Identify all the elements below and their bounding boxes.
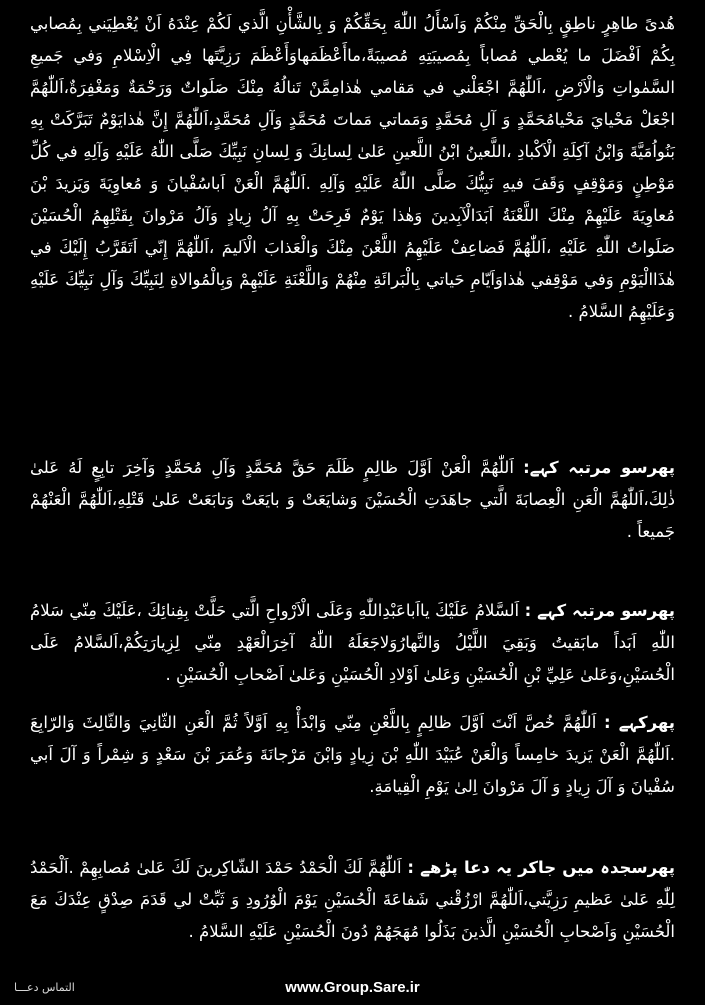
dua-paragraph-5: [30, 852, 675, 948]
instruction-3: پھرسو مرتبہ کہے :: [524, 601, 675, 620]
dua-text-1: هُدیً طاهِرٍ ناطِقٍ بِالْحَقِّ مِنْكُمْ وَاَسْأَلُ اللّٰهَ بِحَقِّكُمْ وَ بِالشَّأْنِ الَّذي لَكُمْ عِنْدَهُ اَنْ يُعْطِيَني بِمُصابي بِكُمْ اَفْضَلَ ما يُعْطي مُصاباً بِمُصيبَتِهِ مُصيبَةً،ماأَعْظَمَهاوَأَعْظَمَ رَزِيَّتَها فِي الْاِسْلامِ وَفي جَميعِ السَّمٰواتِ وَالْاَرْضِ ،اَللّٰهُمَّ اجْعَلْني في مَقامي هٰذامِمَّنْ تَنالُهُ مِنْكَ صَلَواتٌ وَرَحْمَةٌ وَمَغْفِرَةٌ،اَللّٰهُمَّ اجْعَلْ مَحْيايَ مَحْيامُحَمَّدٍ وَ آلِ مُحَمَّدٍ وَمَماتي مَماتَ مُحَمَّدٍ وَآلِ مُحَمَّدٍ،اَللّٰهُمَّ إِنَّ هٰذايَوْمٌ تَبَرَّكَتْ بِهِ بَنُواُمَيَّةَ وَابْنُ آكِلَةِ الْاَكْبادِ ،اللَّعينُ ابْنُ اللَّعينِ عَلىٰ لِسانِكَ وَ لِسانِ نَبِيِّكَ صَلَّى اللّٰهُ عَلَيْهِ وَآلِهِ في كُلِّ مَوْطِنٍ وَمَوْقِفٍ وَقَفَ فيهِ نَبِيُّكَ صَلَّى اللّٰهُ عَلَيْهِ وَآلِهِ .اَللّٰهُمَّ الْعَنْ اَباسُفْيانَ وَ مُعاوِيَةَ وَيَزيدَ بْنَ مُعاوِيَةَ عَلَيْهِمْ مِنْكَ اللَّعْنَةُ اَبَدَالْآبِدينَ وَهٰذا يَوْمٌ فَرِحَتْ بِهِ آلُ زِيادٍ وَآلُ مَرْوانَ بِقَتْلِهِمُ الْحُسَيْنَ صَلَواتُ اللّٰهِ عَلَيْهِ ،اَللّٰهُمَّ فَضاعِفْ عَلَيْهِمُ اللَّعْنَ مِنْكَ وَالْعَذابَ الْاَليمَ ،اَللّٰهُمَّ إِنّي اَتَقَرَّبُ إِلَيْكَ في هٰذَاالْيَوْمِ وَفي مَوْقِفي هٰذاوَاَيّامِ حَياتي بِالْبَرائَةِ مِنْهُمْ وَاللَّعْنَةِ عَلَيْهِمْ وَبِالْمُوالاةِ لِنَبِيِّكَ وَآلِ نَبِيِّكَ عَلَيْهِ وَعَلَيْهِمُ السَّلامُ .: [30, 14, 675, 321]
instruction-2: پھرسو مرتبہ کہے:: [523, 458, 675, 477]
dua-text-5: اَللّٰهُمَّ لَكَ الْحَمْدُ حَمْدَ الشّاكِرينَ لَكَ عَلىٰ مُصابِهِمْ .اَلْحَمْدُ لِلّٰهِ عَلىٰ عَظيمِ رَزِيَّتي،اَللّٰهُمَّ ارْزُقْني شَفاعَةَ الْحُسَيْنِ يَوْمَ الْوُرُودِ وَ ثَبِّتْ لي قَدَمَ صِدْقٍ عِنْدَكَ مَعَ الْحُسَيْنِ وَاَصْحابِ الْحُسَيْنِ الَّذينَ بَذَلُوا مُهَجَهُمْ دُونَ الْحُسَيْنِ عَلَيْهِ السَّلامُ .: [30, 858, 675, 941]
dua-text-4: اَللّٰهُمَّ خُصَّ اَنْتَ اَوَّلَ ظالِمٍ بِاللَّعْنِ مِنّي وَابْدَأْ بِهِ اَوَّلاً ثُمَّ الْعَنِ الثّانِيَ وَالثّالِثَ وَالرّابِعَ .اَللّٰهُمَّ الْعَنْ يَزيدَ خامِساً وَالْعَنْ عُبَيْدَ اللّٰهِ بْنَ زِيادٍ وَابْنَ مَرْجانَةَ وَعُمَرَ بْنَ سَعْدٍ وَ شِمْراً وَ آلَ اَبي سُفْيانَ وَ آلَ زِيادٍ وَ آلَ مَرْوانَ اِلىٰ يَوْمِ الْقِيامَةِ.: [30, 713, 675, 796]
dua-text-3: اَلسَّلامُ عَلَيْكَ يااَباعَبْدِاللّٰهِ وَعَلَى الْاَرْواحِ الَّتي حَلَّتْ بِفِنائِكَ ،عَلَيْكَ مِنّي سَلامُ اللّٰهِ اَبَداً مابَقيتُ وَبَقِيَ اللَّيْلُ وَالنَّهارُوَلاجَعَلَهُ اللّٰهُ آخِرَالْعَهْدِ مِنّي لِزِيارَتِكُمْ،اَلسَّلامُ عَلَى الْحُسَيْنِ،وَعَلىٰ عَلِيِّ بْنِ الْحُسَيْنِ وَعَلىٰ اَوْلادِ الْحُسَيْنِ وَعَلىٰ اَصْحابِ الْحُسَيْنِ .: [30, 601, 675, 684]
dua-text-2: اَللّٰهُمَّ الْعَنْ اَوَّلَ ظالِمٍ ظَلَمَ حَقَّ مُحَمَّدٍ وَآلِ مُحَمَّدٍ وَآخِرَ تابِعٍ لَهُ عَلىٰ ذٰلِكَ،اَللّٰهُمَّ الْعَنِ الْعِصابَةَ الَّتي جاهَدَتِ الْحُسَيْنَ وَشايَعَتْ وَ بايَعَتْ وَتابَعَتْ عَلىٰ قَتْلِهِ،اَللّٰهُمَّ الْعَنْهُمْ جَميعاً .: [30, 458, 675, 541]
instruction-4: پھرکہے :: [603, 713, 675, 732]
dua-paragraph-3: [30, 595, 675, 691]
dua-paragraph-4: [30, 707, 675, 803]
page-footer: [0, 975, 705, 1001]
dua-paragraph-1: [30, 8, 675, 328]
instruction-5: پھرسجدہ میں جاکر یہ دعا پڑھے :: [407, 858, 675, 877]
dua-paragraph-2: [30, 452, 675, 548]
website-link[interactable]: www.Group.Sare.ir: [285, 979, 420, 996]
footer-note: التماس دعـــا: [14, 981, 75, 994]
